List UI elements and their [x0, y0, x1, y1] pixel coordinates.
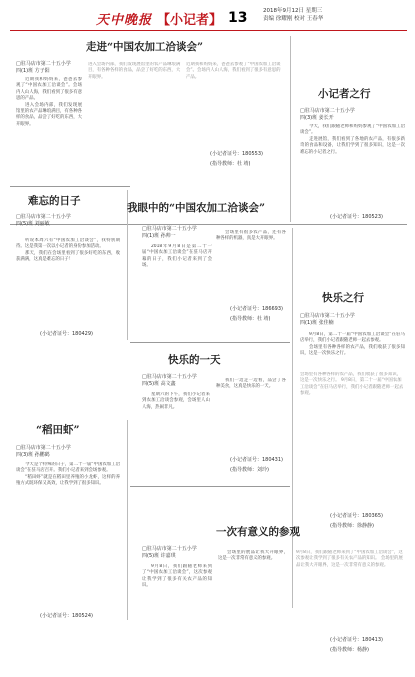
byline: □驻马店市第二十五小学 四(1)班 孙帅一 [142, 226, 197, 239]
issue-date: 2018年9月12日 星期三 [263, 8, 323, 14]
byline: □驻马店市第二十五小学 四(1)班 张佳楠 [300, 313, 355, 326]
reporter-id: (小记者证号：186693) [230, 306, 283, 312]
teacher-name: (指导教师：刘玲) [230, 467, 269, 473]
section-title: 【小记者】 [157, 13, 223, 28]
reporter-id: (小记者证号：180413) [330, 637, 383, 643]
article-body-continued: 会场里有各种各样的农产品，我们收获了很多知识，这是一次快乐之行。 9月8日，第二十一届“中国农加工洽谈会”在驻马店举行，我们小记者跟随老师一起去参观。 [300, 372, 404, 397]
article-body: 9月8日，第二十一届“中国农加工洽谈会”在驻马店举行，我们小记者跟随老师一起去参观。 会场里有各种各样的农产品，我们收获了很多知识，这是一次快乐之行。 [300, 332, 405, 357]
column-divider [127, 420, 128, 620]
reporter-id: (小记者证号：180553) [210, 151, 263, 157]
byline: □驻马店市第二十五小学 四(5)班 刘丽敏 [16, 214, 71, 227]
page-number: 13 [228, 10, 248, 26]
byline: □驻马店市第二十五小学 四(1)班 方子阳 [16, 61, 71, 74]
teacher-name: (指导教师：杜 靖) [210, 161, 251, 167]
article-title: 难忘的日子 [28, 195, 81, 207]
newspaper-logo: 天中晚报 [96, 13, 153, 28]
byline: □驻马店市第二十五小学 四(5)班 高文鑫 [142, 374, 197, 387]
reporter-id: (小记者证号：180431) [230, 457, 283, 463]
byline: □驻马店市第二十五小学 四(5)班 许嘉琪 [142, 546, 197, 559]
section-rule [10, 186, 130, 187]
teacher-name: (指导教师：杜 靖) [230, 316, 271, 322]
article-title: 小记者之行 [318, 88, 371, 100]
article-body-continued: 9月8日，我们跟随老师来到了“中国农加工洽谈会”，这次参观让我学到了很多有关农产品的知识。 会场里的展品让我大开眼界，这是一次非常有意义的参观。 [296, 550, 403, 568]
article-title: 快乐的一天 [168, 354, 221, 366]
reporter-id: (小记者证号：180429) [40, 331, 93, 337]
article-title: 一次有意义的参观 [216, 526, 300, 538]
article-body: 2018年9月8日是第二十一届“中国农加工洽谈会”在驻马店开幕的日子，我们小记者来到了会场。 [142, 244, 212, 269]
masthead [0, 0, 415, 30]
reporter-id: (小记者证号：180524) [40, 613, 93, 619]
masthead-rule [10, 30, 407, 31]
section-rule [130, 342, 290, 343]
article-title: 快乐之行 [322, 292, 364, 304]
article-body-continued: 会场里的展品让我大开眼界，这是一次非常有意义的参观。 [218, 550, 288, 562]
article-body: 听说本周六有“中国农加工洽谈会”，我特别期待。这是我第一次以小记者的身份参加活动。 那天，我们在会场里看到了很多好吃的东西，收获满满，这真是难忘的日子！ [16, 238, 120, 263]
editors-line: 责编 徐耀刚 校对 王春华 [263, 16, 324, 22]
column-divider [290, 36, 291, 222]
article-title: “稻田虾” [36, 424, 80, 436]
column-divider [292, 228, 293, 608]
teacher-name: (指导教师：徐静静) [330, 523, 374, 529]
article-body: 近期我和妈妈来，爸爸去参观了“中国农加工洽谈会”。会场内人山人海，我们看到了很多有意思的产品。 进入会场内部，我们发现展馆里的农产品琳琅满目，有各种各样的食品，品尝了好吃的东西，大开眼界。 [16, 77, 82, 127]
reporter-id: (小记者证号：180365) [330, 513, 383, 519]
article-body: 今天是个特殊的日子，第二十一届“中国农加工洽谈会”在驻马店召开。我们小记者来到会场参观。 “稻田虾”就是在稻田里养殖的小龙虾，这样的养殖方式既环保又高效，让我学到了很多知识。 [16, 462, 120, 487]
article-body: 9月8日，我们跟随老师来到了“中国农加工洽谈会”，这次参观让我学到了很多有关农产品的知识。 [142, 564, 212, 589]
section-rule [130, 486, 290, 487]
teacher-name: (指导教师：杨静) [330, 647, 369, 653]
article-title: 我眼中的“中国农加工洽谈会” [127, 202, 266, 214]
article-body: 今天，我们跟随老师和妈妈参观了“中国农加工洽谈会”。 走进展馆，我们看到了各地的农产品，有很多新奇的食品和设备，让我们学到了很多知识，这是一次难忘的小记者之行。 [300, 124, 405, 155]
byline: □驻马店市第二十五小学 四(3)班 姜长开 [300, 108, 355, 121]
article-body-continued: 我们一边走一边看，品尝了各种美食，这真是快乐的一天。 [216, 378, 286, 390]
article-body-continued: 进入会场内部，我们发现展馆里的农产品琳琅满目，有各种各样的食品，品尝了好吃的东西，大开眼界。 [88, 62, 181, 80]
byline: □驻马店市第二十五小学 四(3)班 孙鹏鹤 [16, 445, 71, 458]
article-body: 星期六的下午，我们小记者来到农加工洽谈会参观，会场里人山人海，热闹非凡。 [142, 392, 210, 410]
article-body-continued: 会场里有很多农产品，还有各种各样的机器，真是大开眼界。 [216, 230, 286, 242]
article-title: 走进“中国农加工洽谈会” [86, 41, 204, 53]
article-body-continued: 近期我和妈妈来，爸爸去参观了“中国农加工洽谈会”。会场内人山人海，我们看到了很多有意思的产品。 [186, 62, 281, 80]
reporter-id: (小记者证号：180523) [330, 214, 383, 220]
